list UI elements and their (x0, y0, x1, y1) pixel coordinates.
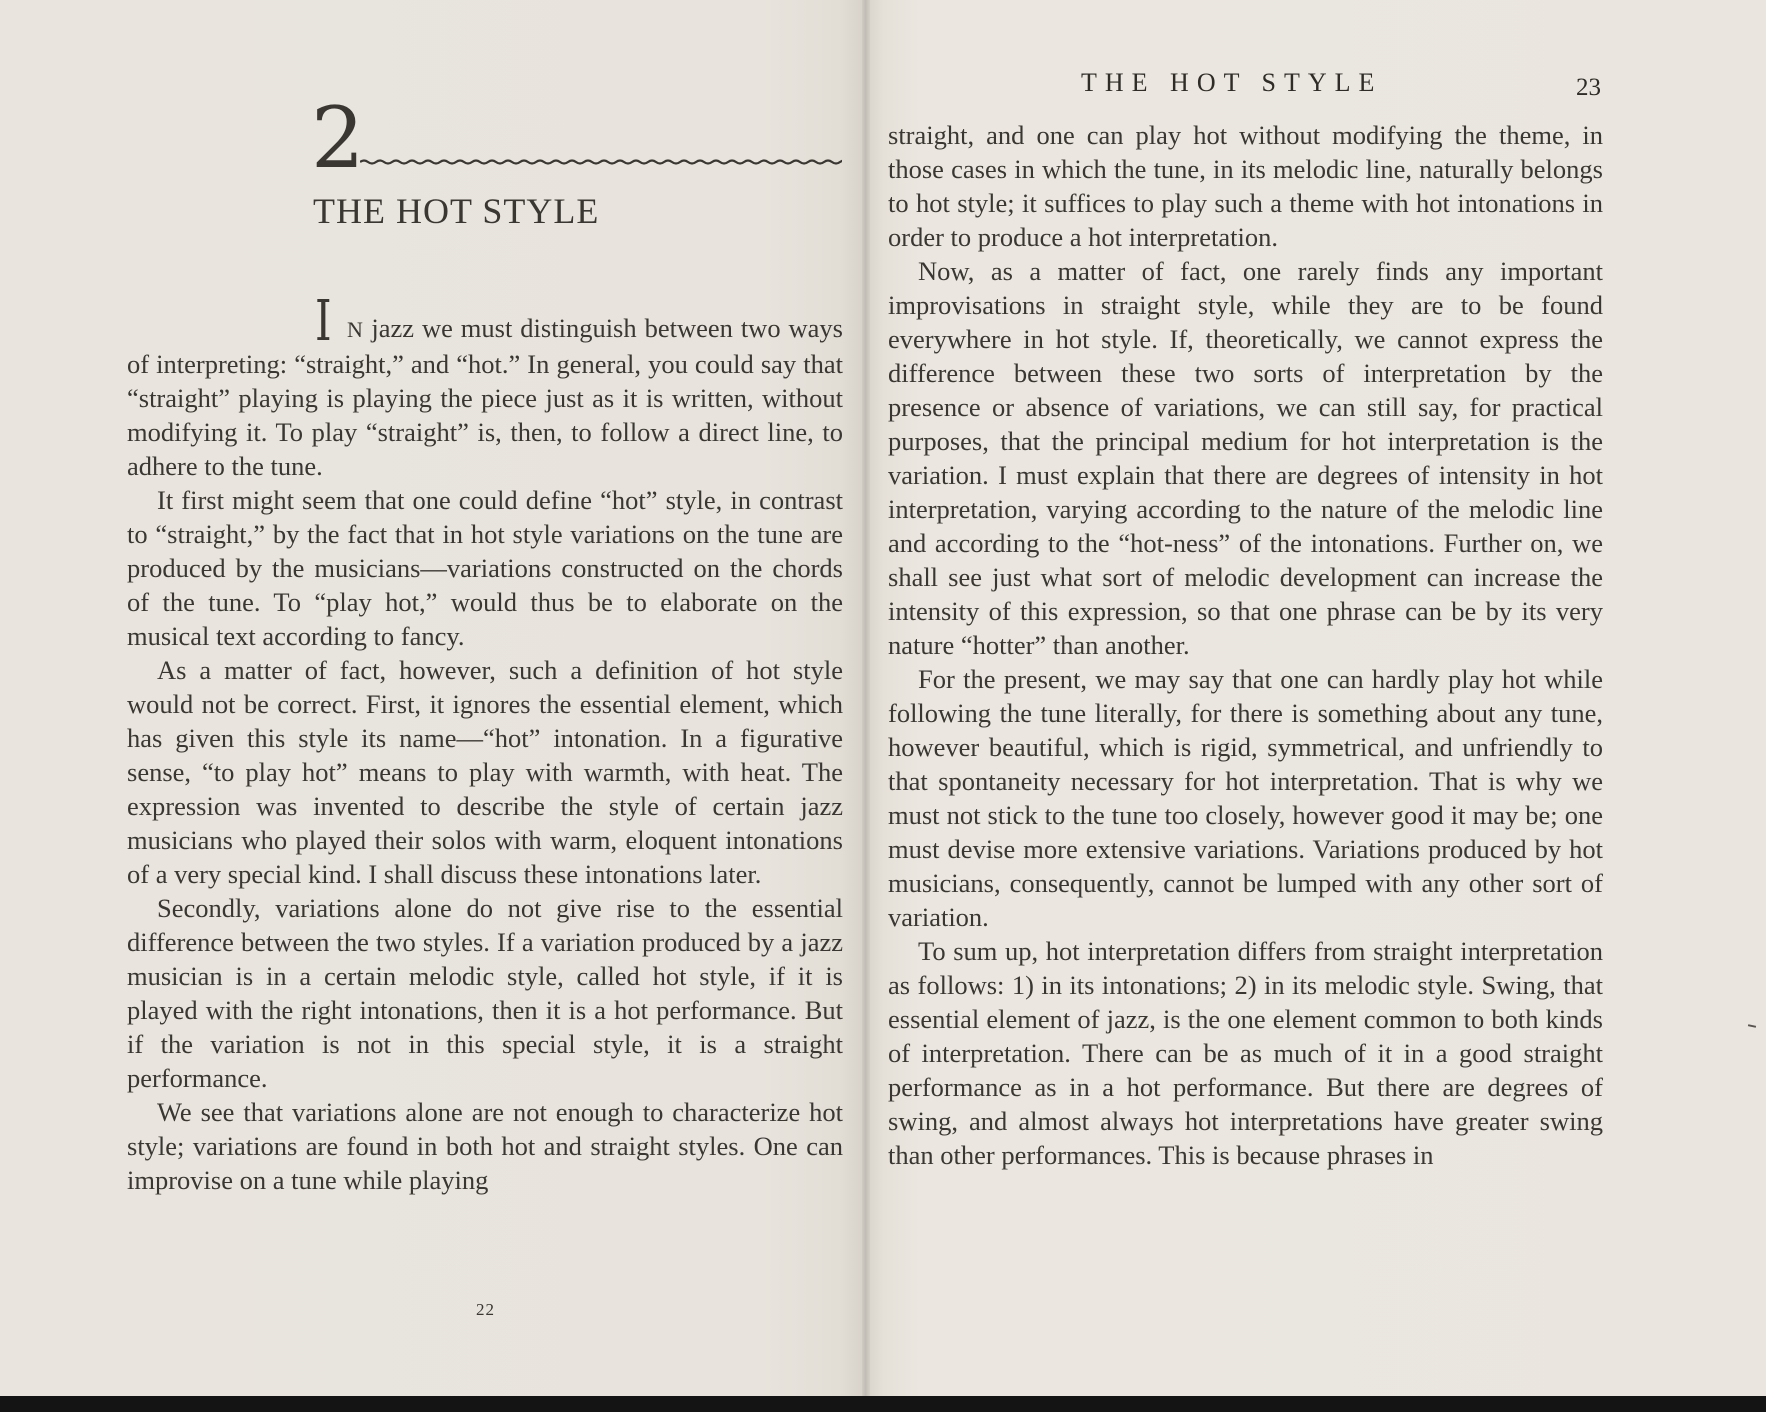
small-cap-word: N (347, 317, 364, 342)
book-gutter (862, 0, 870, 1396)
paragraph: It first might seem that one could define “hot” style, in contrast to “straight,” by the fact that in hot style variations on the tune are produced by the musicians—variations constructed on the chords of the tune. To “play hot,” would thus be to elaborate on the musical text according to fancy. (127, 485, 843, 651)
left-page (0, 0, 866, 1396)
paragraph: As a matter of fact, however, such a definition of hot style would not be correct. First, it ignores the essential element, which has given this style its name—“hot” intonation. In a figurative sense, “to play hot” means to play with warmth, with heat. The expression was invented to describe the style of certain jazz musicians who played their solos with warm, eloquent intonations of a very special kind. I shall discuss these intonations later. (127, 655, 843, 889)
chapter-number: 2 (311, 89, 365, 187)
left-page-body (127, 289, 843, 1197)
paragraph-text: jazz we must distinguish between two ways of interpreting: “straight,” and “hot.” In general, you could say that “straight” playing is playing the piece just as it is written, without modifying it. To play “straight” is, then, to follow a direct line, to adhere to the tune. (127, 313, 843, 481)
paragraph: Now, as a matter of fact, one rarely finds any important improvisations in straight style, while they are to be found everywhere in hot style. If, theoretically, we cannot express the difference between these two sorts of interpretation by the presence or absence of variations, we can still say, for practical purposes, that the principal medium for hot interpretation is the variation. I must explain that there are degrees of intensity in hot interpretation, varying according to the nature of the melodic line and according to the “hot-ness” of the intonations. Further on, we shall see just what sort of melodic development can increase the intensity of this expression, so that one phrase can be by its very nature “hotter” than another. (888, 256, 1603, 660)
paragraph: straight, and one can play hot without modifying the theme, in those cases in which the tune, in its melodic line, naturally belongs to hot style; it suffices to play such a theme with hot intonations in order to produce a hot interpretation. (888, 120, 1603, 252)
paragraph: To sum up, hot interpretation differs from straight interpretation as follows: 1) in its intonations; 2) in its melodic style. Swing, that essential element of jazz, is the one element common to both kinds of interpretation. There can be as much of it in a good straight performance as in a hot performance. But there are degrees of swing, and almost always hot interpretations have greater swing than other performances. This is because phrases in (888, 936, 1603, 1170)
page-number: 22 (476, 1300, 495, 1319)
paragraph (127, 289, 843, 483)
page-number: 23 (1576, 74, 1601, 101)
paragraph: We see that variations alone are not enough to characterize hot style; variations are found in both hot and straight styles. One can improvise on a tune while playing (127, 1097, 843, 1195)
drop-cap: I (315, 289, 332, 354)
chapter-title: THE HOT STYLE (313, 191, 600, 231)
right-page-body (888, 118, 1603, 1172)
running-head: THE HOT STYLE (1081, 68, 1383, 97)
scan-border (0, 1396, 1766, 1412)
paragraph: For the present, we may say that one can hardly play hot while following the tune literally, for there is something about any tune, however beautiful, which is rigid, symmetrical, and unfriendly to that spontaneity necessary for hot interpretation. That is why we must not stick to the tune too closely, however good it may be; one must devise more extensive variations. Variations produced by hot musicians, consequently, cannot be lumped with any other sort of variation. (888, 664, 1603, 932)
chapter-ornamental-rule (360, 158, 842, 166)
paragraph: Secondly, variations alone do not give rise to the essential difference between the two styles. If a variation produced by a jazz musician is in a certain melodic style, called hot style, if it is played with the right intonations, then it is a hot performance. But if the variation is not in this special style, it is a straight performance. (127, 893, 843, 1093)
